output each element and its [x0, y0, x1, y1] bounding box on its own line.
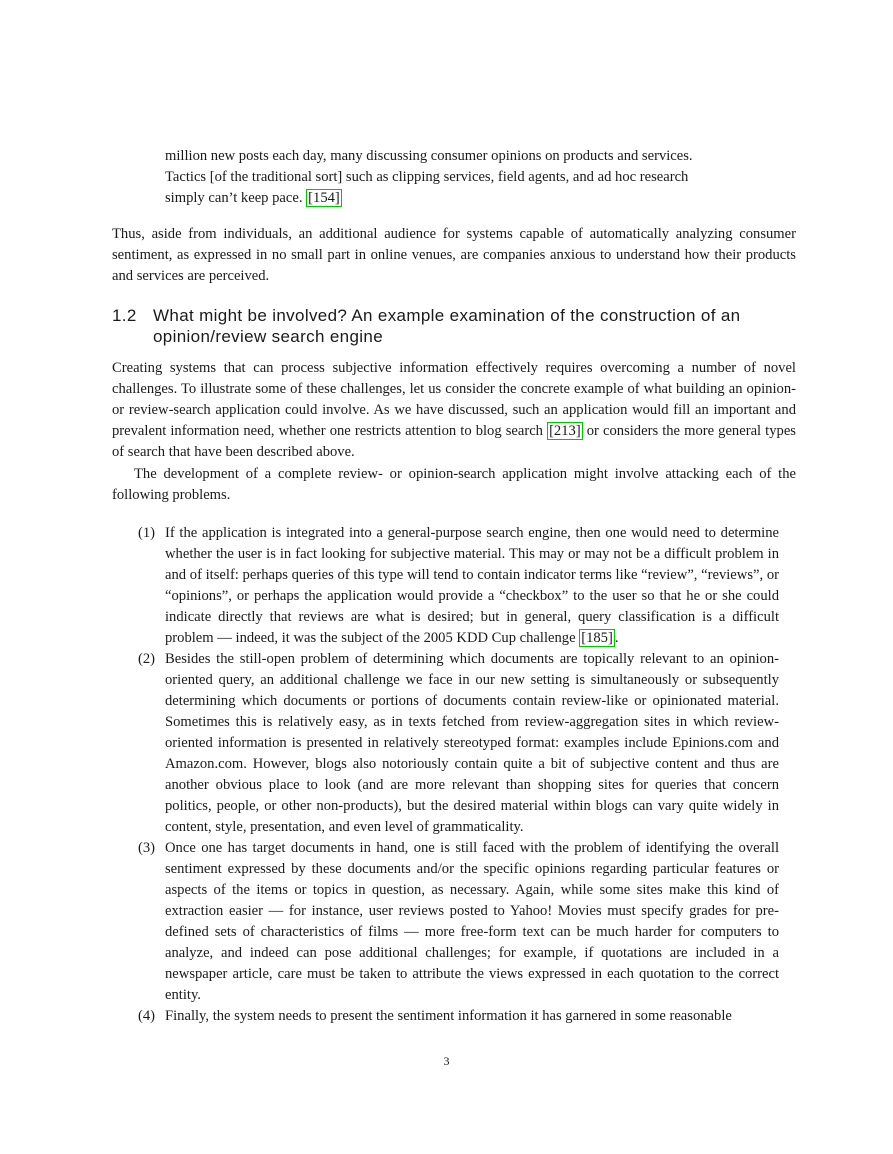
block-quote — [165, 146, 765, 209]
citation-link-154[interactable]: [154] — [308, 190, 340, 206]
list-item — [112, 523, 779, 649]
quote-line-3-text: simply can’t keep pace. — [165, 190, 303, 206]
quote-line-1: million new posts each day, many discussing consumer opinions on products and services. — [165, 148, 693, 164]
citation-link-185[interactable]: [185] — [581, 630, 613, 646]
paragraph-challenges-end: or considers the more general types of search that have been described above. — [112, 423, 796, 460]
list-item-text: Besides the still-open problem of determining which documents are topically relevant to an opinion-oriented query, an additional challenge we face in our new setting is simultaneously or subsequently determining which documents or portions of documents contain review-like or opinionated material. Sometimes this is relatively easy, as in texts fetched from review-aggregation sites in which review-oriented information is presented in relatively stereotyped format: examples include Epinions.com and Amazon.com. However, blogs also notoriously contain quite a bit of subjective content and thus are another obvious place to look (and are more relevant than shopping sites for queries that concern politics, people, or other non-products), but the desired material within blogs can vary quite widely in content, style, presentation, and even level of grammaticality. — [165, 651, 779, 835]
paragraph-challenges — [112, 358, 796, 463]
list-item-text: If the application is integrated into a general-purpose search engine, then one would need to determine whether the user is in fact looking for subjective material. This may or may not be a difficult problem in and of itself: perhaps queries of this type will tend to contain indicator terms like “review”, “reviews”, or “opinions”, or perhaps the application would provide a “checkbox” to the user so that he or she could indicate directly that reviews are what is desired; but in general, query classification is a difficult problem — indeed, it was the subject of the 2005 KDD Cup challenge — [165, 525, 779, 646]
section-title: What might be involved? An example examination of the construction of an opinion/review search engine — [153, 306, 741, 346]
list-item-end: . — [614, 630, 619, 646]
list-marker: (1) — [138, 525, 156, 541]
paragraph-audience: Thus, aside from individuals, an additional audience for systems capable of automatically analyzing consumer sentiment, as expressed in no small part in online venues, are companies anxious to understand how their products and services are perceived. — [112, 226, 796, 284]
section-number: 1.2 — [112, 306, 137, 325]
list-item-text: Finally, the system needs to present the sentiment information it has garnered in some reasonable — [165, 1008, 732, 1024]
list-item — [112, 838, 779, 1006]
list-marker: (4) — [138, 1008, 156, 1024]
list-marker: (3) — [138, 840, 156, 856]
citation-link-213[interactable]: [213] — [549, 423, 581, 439]
list-marker: (2) — [138, 651, 156, 667]
quote-line-2: Tactics [of the traditional sort] such as clipping services, field agents, and ad hoc research — [165, 169, 689, 185]
page-number: 3 — [443, 1054, 450, 1068]
problem-list — [112, 523, 779, 1027]
paragraph-problems-intro: The development of a complete review- or opinion-search application might involve attacking each of the following problems. — [112, 466, 796, 503]
list-item-text: Once one has target documents in hand, one is still faced with the problem of identifying the overall sentiment expressed by these documents and/or the specific opinions regarding particular features or aspects of the items or topics in question, as necessary. Again, while some sites make this kind of extraction easier — for instance, user reviews posted to Yahoo! Movies must specify grades for pre-defined sets of characteristics of films — more free-form text can be much harder for computers to analyze, and indeed can pose additional challenges; for example, if quotations are included in a newspaper article, care must be taken to attribute the views expressed in each quotation to the correct entity. — [165, 840, 779, 1003]
paragraph-challenges-text: Creating systems that can process subjective information effectively requires overcoming a number of novel challenges. To illustrate some of these challenges, let us consider the concrete example of what building an opinion- or review-search application could involve. As we have discussed, such an application would fill an important and prevalent information need, whether one restricts attention to blog search — [112, 360, 796, 439]
list-item — [112, 1006, 779, 1027]
list-item — [112, 649, 779, 838]
quote-line-3 — [165, 188, 765, 209]
